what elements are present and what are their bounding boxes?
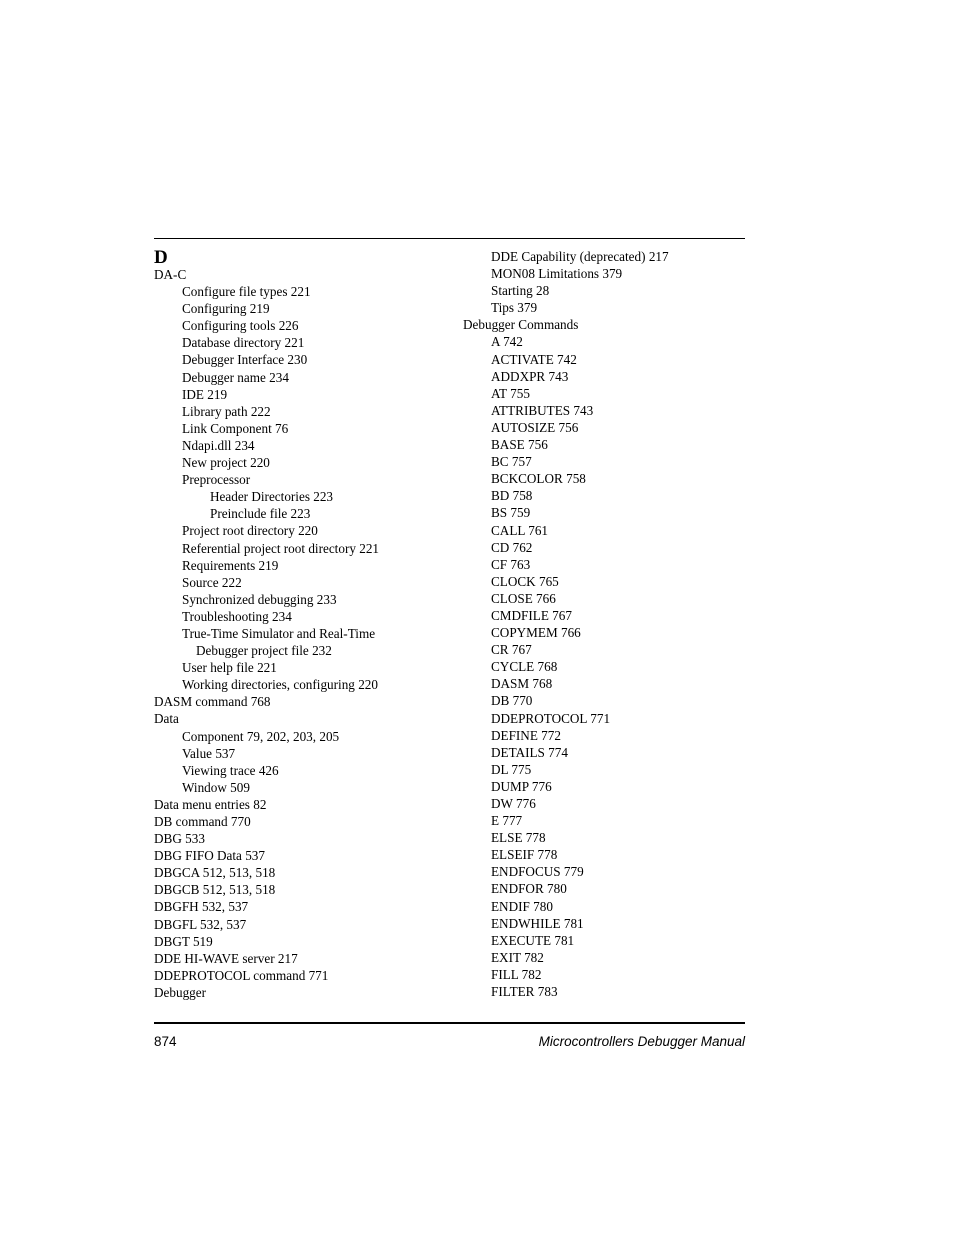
index-entry: DBG FIFO Data 537 [154,848,265,864]
index-entry: BS 759 [491,505,531,521]
index-entry: Preinclude file 223 [210,506,311,522]
index-entry: CR 767 [491,642,532,658]
index-entry: Configure file types 221 [182,284,311,300]
index-entry: Header Directories 223 [210,489,334,505]
index-entry: DBGFL 532, 537 [154,916,247,932]
index-entry: DL 775 [491,761,532,777]
bottom-rule [154,1022,745,1024]
index-entry: AT 755 [491,385,530,401]
index-list-right [463,248,753,1000]
index-entry: CYCLE 768 [491,659,558,675]
index-entry: MON08 Limitations 379 [491,266,623,282]
index-entry: DDE HI-WAVE server 217 [154,950,298,966]
index-entry: E 777 [491,813,523,829]
index-entry: ENDIF 780 [491,898,553,914]
index-entry: EXIT 782 [491,949,544,965]
index-entry: Configuring 219 [182,301,270,317]
index-entry: ELSE 778 [491,830,546,846]
index-entry: DBGT 519 [154,933,213,949]
index-entry: DBGCA 512, 513, 518 [154,865,276,881]
index-entry: Viewing trace 426 [182,762,279,778]
index-entry: DUMP 776 [491,778,552,794]
index-entry: DDEPROTOCOL 771 [491,710,611,726]
index-entry: DB command 770 [154,814,251,829]
top-rule [154,238,745,239]
index-entry: ENDFOCUS 779 [491,864,584,880]
index-entry: Source 222 [182,574,242,590]
index-entry: Data menu entries 82 [154,796,267,812]
index-entry: Data [154,711,179,727]
index-entry: Requirements 219 [182,557,279,573]
index-entry: User help file 221 [182,660,277,676]
index-entry: DA-C [154,267,187,282]
index-entry: Component 79, 202, 203, 205 [182,728,340,744]
index-entry: CLOSE 766 [491,590,556,606]
index-entry: Database directory 221 [182,335,305,351]
index-entry: DB 770 [491,693,533,709]
index-entry: AUTOSIZE 756 [491,419,579,435]
index-entry: DETAILS 774 [491,744,568,760]
index-entry: COPYMEM 766 [491,625,581,641]
index-entry: DW 776 [491,796,536,811]
index-entry: Window 509 [182,779,250,795]
index-entry: Ndapi.dll 234 [182,437,255,453]
index-entry: New project 220 [182,455,270,471]
index-entry: Debugger name 234 [182,369,289,385]
index-entry: ATTRIBUTES 743 [491,402,594,418]
index-entry: CF 763 [491,556,531,572]
index-column-right [463,248,753,1000]
index-entry: DASM 768 [491,676,553,692]
index-entry: BD 758 [491,488,533,504]
index-entry: DDE Capability (deprecated) 217 [491,249,669,264]
index-entry: Debugger Commands [463,317,579,333]
index-entry: CD 762 [491,539,533,555]
index-entry: DBG 533 [154,831,205,847]
index-entry: DASM command 768 [154,694,271,710]
index-entry: BASE 756 [491,437,548,453]
index-entry: True-Time Simulator and Real-Time [182,625,376,641]
index-entry: Library path 222 [182,403,271,419]
index-entry: DEFINE 772 [491,727,561,743]
index-entry: Preprocessor [182,472,251,488]
index-entry: A 742 [491,334,523,350]
index-entry: Value 537 [182,745,236,761]
section-letter: D [154,247,168,268]
index-entry: CLOCK 765 [491,573,559,589]
index-entry: Troubleshooting 234 [182,608,292,624]
book-title: Microcontrollers Debugger Manual [538,1034,745,1049]
index-entry: Tips 379 [491,300,538,316]
index-column-left [154,247,454,1001]
index-entry: Debugger Interface 230 [182,352,308,368]
index-entry: ACTIVATE 742 [491,351,577,367]
index-entry: Starting 28 [491,283,550,299]
index-entry: CMDFILE 767 [491,607,572,623]
index-entry: ELSEIF 778 [491,847,558,863]
index-entry: ENDWHILE 781 [491,915,584,931]
index-entry: Working directories, configuring 220 [182,677,378,693]
index-entry: DDEPROTOCOL command 771 [154,967,329,983]
index-entry: CALL 761 [491,522,549,538]
index-entry: Link Component 76 [182,420,289,436]
index-entry: Referential project root directory 221 [182,540,380,556]
index-entry: Configuring tools 226 [182,318,299,334]
index-entry: DBGFH 532, 537 [154,899,249,915]
index-entry: Debugger [154,984,206,1000]
index-list-left [154,266,454,1001]
index-entry: Project root directory 220 [182,523,318,539]
index-entry: DBGCB 512, 513, 518 [154,882,276,898]
index-entry: ENDFOR 780 [491,881,567,897]
index-entry: Synchronized debugging 233 [182,591,337,607]
index-entry: ADDXPR 743 [491,368,569,384]
index-entry: IDE 219 [182,386,228,402]
index-entry: Debugger project file 232 [196,643,332,659]
index-entry: EXECUTE 781 [491,932,575,948]
index-entry: FILL 782 [491,966,542,982]
index-entry: BCKCOLOR 758 [491,471,586,487]
page-number: 874 [154,1034,177,1049]
index-entry: FILTER 783 [491,984,558,1000]
index-entry: BC 757 [491,454,532,470]
